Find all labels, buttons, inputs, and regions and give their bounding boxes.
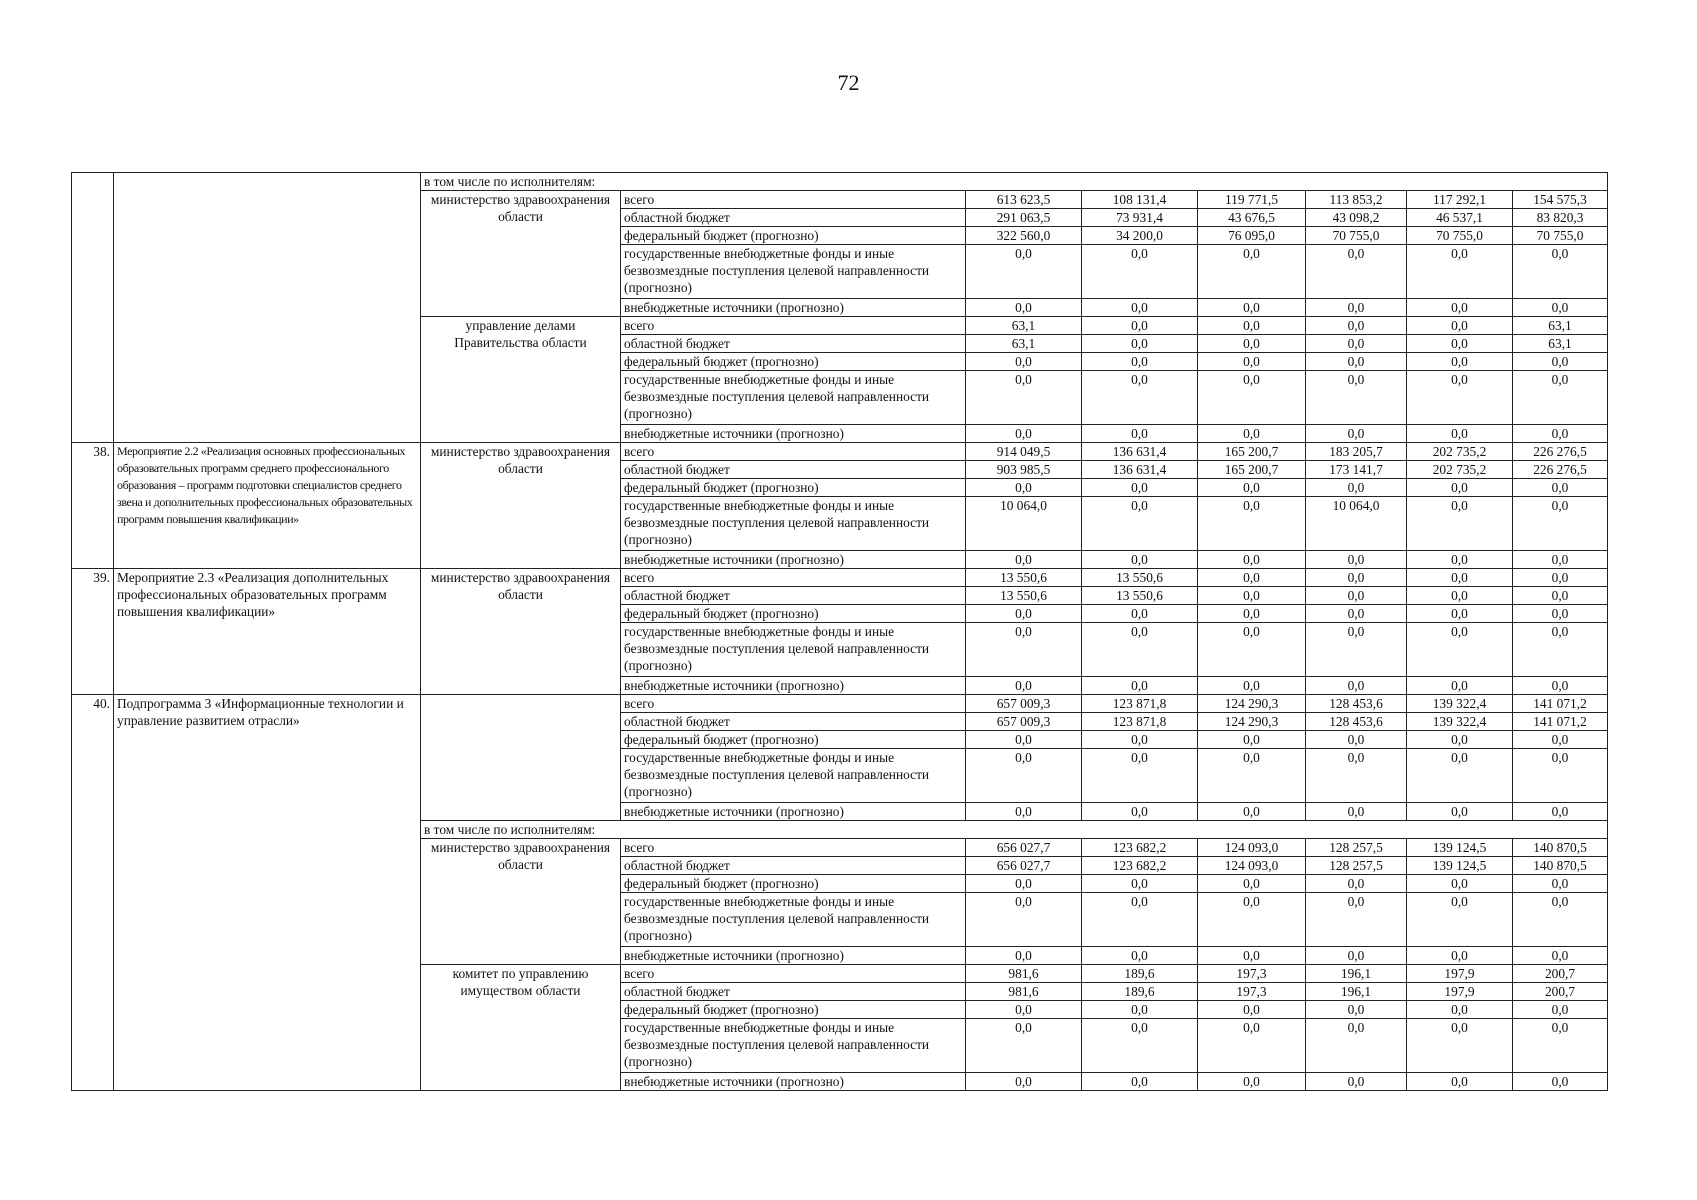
page-number: 72 [837,70,860,95]
value-cell: 0,0 [966,803,1082,821]
budget-table [71,172,1608,1091]
value-cell: 0,0 [1513,479,1608,497]
value-cell: 0,0 [1082,1073,1198,1091]
value-cell: 0,0 [1407,353,1513,371]
value-cell: 0,0 [1082,605,1198,623]
source-extrabudgetary: внебюджетные источники (прогнозно) [621,425,966,443]
value-cell: 0,0 [1082,245,1198,299]
value-cell: 196,1 [1306,983,1407,1001]
value-cell: 0,0 [1407,299,1513,317]
by-executors-label: в том числе по исполнителям: [421,821,1608,839]
source-extrabudgetary: внебюджетные источники (прогнозно) [621,1073,966,1091]
value-cell: 0,0 [1407,803,1513,821]
value-cell: 0,0 [966,605,1082,623]
executor-cell [421,695,621,821]
value-cell: 0,0 [1198,569,1306,587]
value-cell: 183 205,7 [1306,443,1407,461]
value-cell: 0,0 [1407,335,1513,353]
value-cell: 0,0 [1513,587,1608,605]
value-cell: 140 870,5 [1513,839,1608,857]
value-cell: 10 064,0 [966,497,1082,551]
value-cell: 43 676,5 [1198,209,1306,227]
value-cell: 0,0 [1407,1073,1513,1091]
activity-title: Мероприятие 2.3 «Реализация дополнительных профессиональных образовательных программ повышения квалификации» [114,569,421,695]
value-cell: 0,0 [1407,623,1513,677]
value-cell: 0,0 [1513,1073,1608,1091]
value-cell: 136 631,4 [1082,443,1198,461]
value-cell: 154 575,3 [1513,191,1608,209]
value-cell: 0,0 [1513,1019,1608,1073]
value-cell: 0,0 [966,245,1082,299]
value-cell: 0,0 [1513,623,1608,677]
value-cell: 0,0 [1306,587,1407,605]
value-cell: 0,0 [1407,587,1513,605]
source-regional-budget: областной бюджет [621,209,966,227]
row-number: 40. [72,695,114,1091]
value-cell: 0,0 [966,731,1082,749]
value-cell: 0,0 [1513,749,1608,803]
source-federal-budget: федеральный бюджет (прогнозно) [621,227,966,245]
value-cell: 0,0 [1082,1019,1198,1073]
value-cell: 0,0 [1082,947,1198,965]
value-cell: 0,0 [966,749,1082,803]
value-cell: 0,0 [1513,299,1608,317]
value-cell: 200,7 [1513,983,1608,1001]
source-federal-budget: федеральный бюджет (прогнозно) [621,479,966,497]
value-cell: 0,0 [1407,425,1513,443]
table-row [72,569,1608,587]
value-cell: 0,0 [1407,371,1513,425]
value-cell: 0,0 [1513,1001,1608,1019]
row-number: 38. [72,443,114,569]
value-cell: 123 682,2 [1082,857,1198,875]
value-cell: 0,0 [1306,245,1407,299]
value-cell: 0,0 [1198,731,1306,749]
value-cell: 0,0 [1407,947,1513,965]
source-regional-budget: областной бюджет [621,713,966,731]
executor-cell: министерство здравоохранения области [421,191,621,317]
value-cell: 0,0 [1082,731,1198,749]
value-cell: 0,0 [1407,317,1513,335]
value-cell: 113 853,2 [1306,191,1407,209]
budget-table-body [72,173,1608,1091]
value-cell: 0,0 [1407,497,1513,551]
value-cell: 197,3 [1198,983,1306,1001]
value-cell: 0,0 [1198,245,1306,299]
value-cell: 0,0 [1407,749,1513,803]
value-cell: 981,6 [966,983,1082,1001]
executors-header-row [72,173,1608,191]
value-cell: 0,0 [1306,623,1407,677]
value-cell: 0,0 [966,479,1082,497]
value-cell: 0,0 [1082,803,1198,821]
value-cell: 0,0 [1198,875,1306,893]
value-cell: 173 141,7 [1306,461,1407,479]
executor-cell: министерство здравоохранения области [421,569,621,695]
value-cell: 124 093,0 [1198,857,1306,875]
value-cell: 657 009,3 [966,695,1082,713]
value-cell: 128 453,6 [1306,713,1407,731]
value-cell: 0,0 [966,425,1082,443]
value-cell: 0,0 [1306,947,1407,965]
value-cell: 34 200,0 [1082,227,1198,245]
source-extrabudgetary-funds: государственные внебюджетные фонды и иные безвозмездные поступления целевой направленности (прогнозно) [621,245,966,299]
row-number: 39. [72,569,114,695]
value-cell: 13 550,6 [1082,587,1198,605]
value-cell: 656 027,7 [966,857,1082,875]
value-cell: 0,0 [1082,353,1198,371]
value-cell: 0,0 [1082,1001,1198,1019]
value-cell: 0,0 [1306,299,1407,317]
value-cell: 70 755,0 [1306,227,1407,245]
value-cell: 136 631,4 [1082,461,1198,479]
value-cell: 0,0 [1306,317,1407,335]
source-total: всего [621,443,966,461]
value-cell: 0,0 [1198,497,1306,551]
source-extrabudgetary-funds: государственные внебюджетные фонды и иные безвозмездные поступления целевой направленности (прогнозно) [621,497,966,551]
value-cell: 124 093,0 [1198,839,1306,857]
value-cell: 0,0 [1306,551,1407,569]
value-cell: 0,0 [1198,623,1306,677]
value-cell: 0,0 [1407,551,1513,569]
value-cell: 0,0 [1306,371,1407,425]
value-cell: 139 322,4 [1407,713,1513,731]
value-cell: 0,0 [966,875,1082,893]
value-cell: 0,0 [966,299,1082,317]
value-cell: 657 009,3 [966,713,1082,731]
value-cell: 200,7 [1513,965,1608,983]
value-cell: 0,0 [1082,875,1198,893]
value-cell: 0,0 [1082,677,1198,695]
value-cell: 0,0 [966,551,1082,569]
value-cell: 13 550,6 [1082,569,1198,587]
source-extrabudgetary-funds: государственные внебюджетные фонды и иные безвозмездные поступления целевой направленности (прогнозно) [621,749,966,803]
value-cell: 0,0 [1306,677,1407,695]
value-cell: 0,0 [1306,1019,1407,1073]
value-cell: 226 276,5 [1513,443,1608,461]
value-cell: 0,0 [1513,353,1608,371]
source-extrabudgetary: внебюджетные источники (прогнозно) [621,551,966,569]
value-cell: 0,0 [1306,803,1407,821]
source-extrabudgetary: внебюджетные источники (прогнозно) [621,947,966,965]
source-total: всего [621,191,966,209]
value-cell: 0,0 [1306,479,1407,497]
source-total: всего [621,839,966,857]
value-cell: 0,0 [1198,1001,1306,1019]
value-cell: 0,0 [1198,749,1306,803]
value-cell: 165 200,7 [1198,443,1306,461]
value-cell: 0,0 [966,353,1082,371]
value-cell: 0,0 [1082,335,1198,353]
value-cell: 0,0 [1407,1019,1513,1073]
value-cell: 0,0 [1306,1001,1407,1019]
value-cell: 117 292,1 [1407,191,1513,209]
value-cell: 0,0 [1082,299,1198,317]
value-cell: 0,0 [1198,893,1306,947]
value-cell: 197,9 [1407,965,1513,983]
value-cell: 140 870,5 [1513,857,1608,875]
value-cell: 0,0 [1198,1019,1306,1073]
value-cell: 0,0 [1082,749,1198,803]
value-cell: 141 071,2 [1513,713,1608,731]
value-cell: 0,0 [1513,371,1608,425]
value-cell: 128 257,5 [1306,857,1407,875]
value-cell: 0,0 [1198,677,1306,695]
value-cell: 43 098,2 [1306,209,1407,227]
value-cell: 0,0 [1198,335,1306,353]
value-cell: 0,0 [1198,1073,1306,1091]
table-row [72,695,1608,713]
value-cell: 0,0 [1082,893,1198,947]
source-regional-budget: областной бюджет [621,587,966,605]
source-regional-budget: областной бюджет [621,461,966,479]
value-cell: 0,0 [1513,245,1608,299]
source-extrabudgetary-funds: государственные внебюджетные фонды и иные безвозмездные поступления целевой направленности (прогнозно) [621,623,966,677]
value-cell: 0,0 [966,677,1082,695]
value-cell: 0,0 [966,623,1082,677]
value-cell: 0,0 [1513,677,1608,695]
value-cell: 70 755,0 [1407,227,1513,245]
value-cell: 0,0 [1407,605,1513,623]
value-cell: 165 200,7 [1198,461,1306,479]
value-cell: 108 131,4 [1082,191,1198,209]
activity-title: Мероприятие 2.2 «Реализация основных профессиональных образовательных программ среднего профессионального образования – программ подготовки специалистов среднего звена и дополнительных профессиональных образовательных программ повышения квалификации» [114,443,421,569]
value-cell: 0,0 [1407,245,1513,299]
value-cell: 0,0 [1306,893,1407,947]
executor-cell: министерство здравоохранения области [421,443,621,569]
value-cell: 226 276,5 [1513,461,1608,479]
source-total: всего [621,965,966,983]
value-cell: 0,0 [1082,497,1198,551]
row-number [72,173,114,443]
value-cell: 0,0 [1082,623,1198,677]
value-cell: 123 871,8 [1082,713,1198,731]
value-cell: 196,1 [1306,965,1407,983]
value-cell: 914 049,5 [966,443,1082,461]
value-cell: 981,6 [966,965,1082,983]
executor-cell: комитет по управлению имуществом области [421,965,621,1091]
activity-title [114,173,421,443]
value-cell: 197,9 [1407,983,1513,1001]
executor-cell: министерство здравоохранения области [421,839,621,965]
value-cell: 0,0 [1082,371,1198,425]
value-cell: 0,0 [1306,1073,1407,1091]
value-cell: 0,0 [1407,893,1513,947]
value-cell: 0,0 [1198,299,1306,317]
value-cell: 202 735,2 [1407,443,1513,461]
value-cell: 76 095,0 [1198,227,1306,245]
value-cell: 0,0 [1513,569,1608,587]
value-cell: 13 550,6 [966,569,1082,587]
value-cell: 0,0 [1306,335,1407,353]
value-cell: 0,0 [1513,893,1608,947]
value-cell: 0,0 [1306,605,1407,623]
value-cell: 119 771,5 [1198,191,1306,209]
value-cell: 0,0 [1198,425,1306,443]
value-cell: 189,6 [1082,965,1198,983]
value-cell: 0,0 [1198,947,1306,965]
value-cell: 123 871,8 [1082,695,1198,713]
value-cell: 123 682,2 [1082,839,1198,857]
value-cell: 0,0 [966,1001,1082,1019]
value-cell: 46 537,1 [1407,209,1513,227]
value-cell: 0,0 [1513,497,1608,551]
value-cell: 0,0 [966,371,1082,425]
value-cell: 0,0 [1198,803,1306,821]
value-cell: 124 290,3 [1198,713,1306,731]
source-federal-budget: федеральный бюджет (прогнозно) [621,875,966,893]
source-federal-budget: федеральный бюджет (прогнозно) [621,605,966,623]
value-cell: 0,0 [1407,569,1513,587]
value-cell: 0,0 [1198,479,1306,497]
source-regional-budget: областной бюджет [621,335,966,353]
value-cell: 0,0 [1513,875,1608,893]
value-cell: 613 623,5 [966,191,1082,209]
value-cell: 0,0 [1306,569,1407,587]
value-cell: 903 985,5 [966,461,1082,479]
value-cell: 0,0 [1407,479,1513,497]
source-extrabudgetary-funds: государственные внебюджетные фонды и иные безвозмездные поступления целевой направленности (прогнозно) [621,893,966,947]
source-total: всего [621,569,966,587]
value-cell: 0,0 [966,893,1082,947]
source-extrabudgetary-funds: государственные внебюджетные фонды и иные безвозмездные поступления целевой направленности (прогнозно) [621,1019,966,1073]
value-cell: 0,0 [1198,605,1306,623]
source-extrabudgetary-funds: государственные внебюджетные фонды и иные безвозмездные поступления целевой направленности (прогнозно) [621,371,966,425]
value-cell: 0,0 [1082,317,1198,335]
value-cell: 141 071,2 [1513,695,1608,713]
executor-cell: управление делами Правительства области [421,317,621,443]
value-cell: 0,0 [1513,425,1608,443]
value-cell: 0,0 [1407,875,1513,893]
value-cell: 0,0 [966,947,1082,965]
value-cell: 139 124,5 [1407,839,1513,857]
source-total: всего [621,695,966,713]
value-cell: 0,0 [1513,605,1608,623]
value-cell: 124 290,3 [1198,695,1306,713]
source-extrabudgetary: внебюджетные источники (прогнозно) [621,803,966,821]
activity-title: Подпрограмма 3 «Информационные технологии и управление развитием отрасли» [114,695,421,1091]
source-regional-budget: областной бюджет [621,857,966,875]
value-cell: 197,3 [1198,965,1306,983]
value-cell: 0,0 [1082,551,1198,569]
value-cell: 189,6 [1082,983,1198,1001]
value-cell: 202 735,2 [1407,461,1513,479]
value-cell: 0,0 [1198,551,1306,569]
source-total: всего [621,317,966,335]
value-cell: 139 322,4 [1407,695,1513,713]
source-extrabudgetary: внебюджетные источники (прогнозно) [621,299,966,317]
source-extrabudgetary: внебюджетные источники (прогнозно) [621,677,966,695]
value-cell: 0,0 [1513,551,1608,569]
value-cell: 0,0 [966,1073,1082,1091]
value-cell: 0,0 [1306,731,1407,749]
value-cell: 0,0 [1513,731,1608,749]
source-federal-budget: федеральный бюджет (прогнозно) [621,731,966,749]
value-cell: 0,0 [1306,425,1407,443]
value-cell: 0,0 [1407,1001,1513,1019]
value-cell: 139 124,5 [1407,857,1513,875]
value-cell: 0,0 [1198,371,1306,425]
value-cell: 128 257,5 [1306,839,1407,857]
value-cell: 291 063,5 [966,209,1082,227]
value-cell: 63,1 [966,317,1082,335]
value-cell: 656 027,7 [966,839,1082,857]
value-cell: 0,0 [1198,317,1306,335]
source-federal-budget: федеральный бюджет (прогнозно) [621,353,966,371]
value-cell: 63,1 [1513,317,1608,335]
value-cell: 0,0 [1082,425,1198,443]
source-federal-budget: федеральный бюджет (прогнозно) [621,1001,966,1019]
value-cell: 0,0 [1198,353,1306,371]
by-executors-label: в том числе по исполнителям: [421,173,1608,191]
table-row [72,443,1608,461]
value-cell: 0,0 [1306,749,1407,803]
value-cell: 0,0 [1306,353,1407,371]
value-cell: 0,0 [1407,677,1513,695]
value-cell: 0,0 [1198,587,1306,605]
value-cell: 13 550,6 [966,587,1082,605]
value-cell: 0,0 [1513,947,1608,965]
value-cell: 322 560,0 [966,227,1082,245]
value-cell: 0,0 [1407,731,1513,749]
value-cell: 63,1 [966,335,1082,353]
value-cell: 0,0 [1513,803,1608,821]
value-cell: 10 064,0 [1306,497,1407,551]
value-cell: 73 931,4 [1082,209,1198,227]
value-cell: 83 820,3 [1513,209,1608,227]
value-cell: 128 453,6 [1306,695,1407,713]
source-regional-budget: областной бюджет [621,983,966,1001]
value-cell: 63,1 [1513,335,1608,353]
value-cell: 0,0 [966,1019,1082,1073]
value-cell: 0,0 [1082,479,1198,497]
value-cell: 0,0 [1306,875,1407,893]
value-cell: 70 755,0 [1513,227,1608,245]
